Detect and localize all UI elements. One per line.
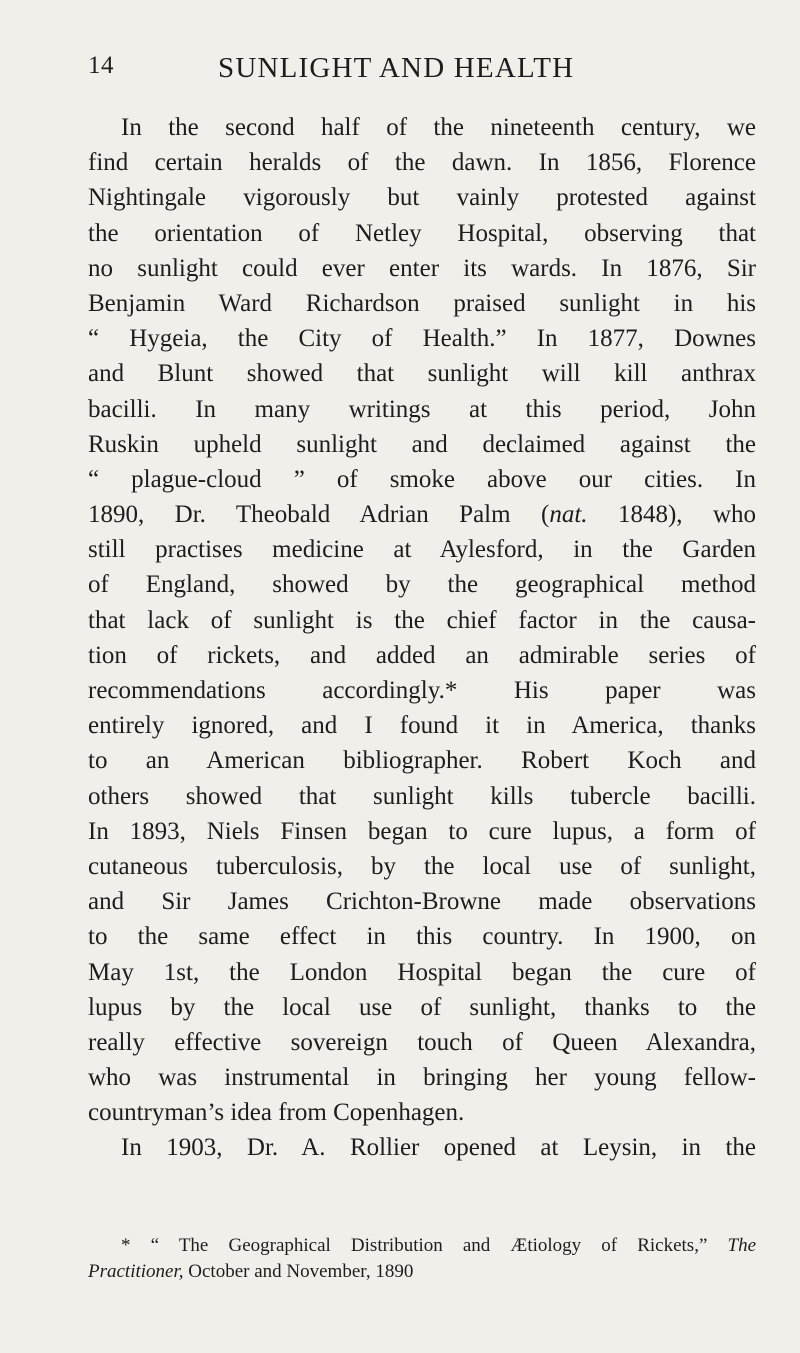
text-line: countryman’s idea from Copenhagen. xyxy=(88,1099,465,1127)
text-line: others showed that sunlight kills tubercle bacilli. xyxy=(88,782,756,810)
running-title: SUNLIGHT AND HEALTH xyxy=(218,52,575,84)
text-line: In 1903, Dr. A. Rollier opened at Leysin, in the xyxy=(121,1134,756,1162)
footnote-journal: Practitioner, xyxy=(88,1261,184,1282)
text-line: Nightingale vigorously but vainly protested against xyxy=(88,184,756,212)
text-line: and Sir James Crichton-Browne made observations xyxy=(88,888,756,916)
text-line: to the same effect in this country. In 1900, on xyxy=(88,923,756,951)
text-line: really effective sovereign touch of Queen Alexandra, xyxy=(88,1028,756,1056)
footnote-line xyxy=(88,1233,756,1259)
text-line: Benjamin Ward Richardson praised sunlight in his xyxy=(88,289,756,317)
text-line: In 1893, Niels Finsen began to cure lupus, a form of xyxy=(88,817,756,845)
footnote xyxy=(88,1233,756,1285)
text-line: who was instrumental in bringing her young fellow- xyxy=(88,1064,756,1092)
footnote-line xyxy=(88,1259,756,1285)
page-number: 14 xyxy=(88,52,114,79)
body-text xyxy=(88,110,756,1166)
text-line: no sunlight could ever enter its wards. In 1876, Sir xyxy=(88,254,756,282)
line-start: 1890, Dr. Theobald Adrian Palm ( xyxy=(88,501,550,529)
text-line: the orientation of Netley Hospital, observing that xyxy=(88,219,756,247)
text-line: May 1st, the London Hospital began the cure of xyxy=(88,958,756,986)
text-line: tion of rickets, and added an admirable series of xyxy=(88,641,756,669)
footnote-italic: The xyxy=(727,1235,756,1256)
text-line: still practises medicine at Aylesford, in the Garden xyxy=(88,536,756,564)
text-line: bacilli. In many writings at this period, John xyxy=(88,395,756,423)
text-line: to an American bibliographer. Robert Koch and xyxy=(88,747,756,775)
text-line: find certain heralds of the dawn. In 1856, Florence xyxy=(88,149,756,177)
text-line: that lack of sunlight is the chief factor in the causa- xyxy=(88,606,756,634)
footnote-date: October and November, 1890 xyxy=(183,1261,414,1282)
text-line: In the second half of the nineteenth century, we xyxy=(121,114,756,141)
text-line: cutaneous tuberculosis, by the local use of sunlight, xyxy=(88,852,756,880)
text-line: “ plague-cloud ” of smoke above our cities. In xyxy=(88,465,756,493)
italic-abbrev: nat. xyxy=(549,501,588,529)
text-line: “ Hygeia, the City of Health.” In 1877, Downes xyxy=(88,325,756,353)
page-header xyxy=(88,52,760,92)
text-line: entirely ignored, and I found it in America, thanks xyxy=(88,712,756,740)
line-end: 1848), who xyxy=(587,501,756,529)
text-line: recommendations accordingly.* His paper was xyxy=(88,677,756,704)
footnote-text: * “ The Geographical Distribution and Ætiology of Rickets,” xyxy=(121,1235,728,1256)
text-line: Ruskin upheld sunlight and declaimed against the xyxy=(88,430,756,458)
text-line: of England, showed by the geographical method xyxy=(88,571,756,599)
text-line: lupus by the local use of sunlight, thanks to the xyxy=(88,993,756,1021)
text-line: and Blunt showed that sunlight will kill anthrax xyxy=(88,360,756,388)
text-line-mixed xyxy=(88,497,756,532)
